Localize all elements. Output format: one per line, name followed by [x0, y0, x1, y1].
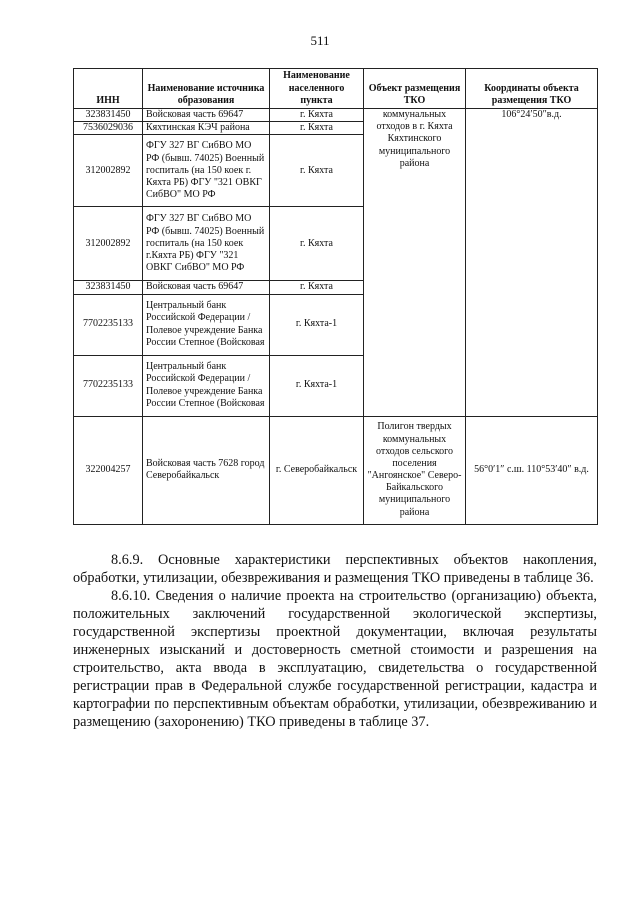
cell-settlement: г. Кяхта [270, 135, 364, 207]
cell-coordinates: 56°0′1″ с.ш. 110°53′40″ в.д. [466, 416, 598, 524]
cell-source: Войсковая часть 7628 город Северобайкальск [143, 416, 270, 524]
cell-inn: 7536029036 [74, 122, 143, 135]
header-object: Объект размещения ТКО [364, 69, 466, 109]
table-header-row [74, 69, 598, 109]
cell-coordinates: 106°24′50″в.д. [466, 109, 598, 417]
cell-source: Войсковая часть 69647 [143, 281, 270, 294]
cell-inn: 323831450 [74, 109, 143, 122]
cell-source: ФГУ 327 ВГ СибВО МО РФ (бывш. 74025) Военный госпиталь (на 150 коек г. Кяхта РБ) ФГУ "321 ОВКГ СибВО" МО РФ [143, 135, 270, 207]
cell-source: Кяхтинская КЭЧ района [143, 122, 270, 135]
cell-inn: 322004257 [74, 416, 143, 524]
cell-settlement: г. Северобайкальск [270, 416, 364, 524]
table-row [74, 416, 598, 524]
header-coordinates: Координаты объекта размещения ТКО [466, 69, 598, 109]
cell-object: Полигон твердых коммунальных отходов сельского поселения "Ангоянское" Северо-Байкальского муниципального района [364, 416, 466, 524]
paragraph-8-6-9: 8.6.9. Основные характеристики перспективных объектов накопления, обработки, утилизации, обезвреживания и размещения ТКО приведены в таблице 36. [73, 552, 597, 586]
cell-inn: 7702235133 [74, 294, 143, 355]
cell-inn: 7702235133 [74, 355, 143, 416]
cell-source: ФГУ 327 ВГ СибВО МО РФ (бывш. 74025) Военный госпиталь (на 150 коек г.Кяхта РБ) ФГУ "321 ОВКГ СибВО" МО РФ [143, 207, 270, 281]
cell-source: Центральный банк Российской Федерации / Полевое учреждение Банка России Степное (Войсковая [143, 294, 270, 355]
cell-inn: 312002892 [74, 135, 143, 207]
header-settlement: Наименование населенного пункта [270, 69, 364, 109]
cell-settlement: г. Кяхта [270, 109, 364, 122]
header-inn: ИНН [74, 69, 143, 109]
cell-inn: 312002892 [74, 207, 143, 281]
tko-table [73, 68, 598, 525]
cell-object: коммунальных отходов в г. Кяхта Кяхтинского муниципального района [364, 109, 466, 417]
cell-settlement: г. Кяхта-1 [270, 355, 364, 416]
body-text [73, 551, 597, 731]
paragraph-8-6-10: 8.6.10. Сведения о наличие проекта на строительство (организацию) объекта, положительных заключений государственной экологической экспертизы, государственной экспертизы проектной документации, включая результаты инженерных изысканий и достоверность сметной стоимости и разрешения на строительство, акта ввода в эксплуатацию, свидетельства о государственной регистрации прав в Федеральной службе государственной регистрации, кадастра и картографии по перспективным объектам обработки, утилизации, обезвреживанию и размещению (захоронению) ТКО приведены в таблице 37. [73, 588, 597, 730]
cell-source: Войсковая часть 69647 [143, 109, 270, 122]
page-number: 511 [310, 33, 330, 48]
cell-settlement: г. Кяхта [270, 281, 364, 294]
cell-settlement: г. Кяхта-1 [270, 294, 364, 355]
table-row [74, 109, 598, 122]
cell-inn: 323831450 [74, 281, 143, 294]
cell-settlement: г. Кяхта [270, 207, 364, 281]
cell-settlement: г. Кяхта [270, 122, 364, 135]
header-source: Наименование источника образования [143, 69, 270, 109]
cell-source: Центральный банк Российской Федерации / Полевое учреждение Банка России Степное (Войсковая [143, 355, 270, 416]
